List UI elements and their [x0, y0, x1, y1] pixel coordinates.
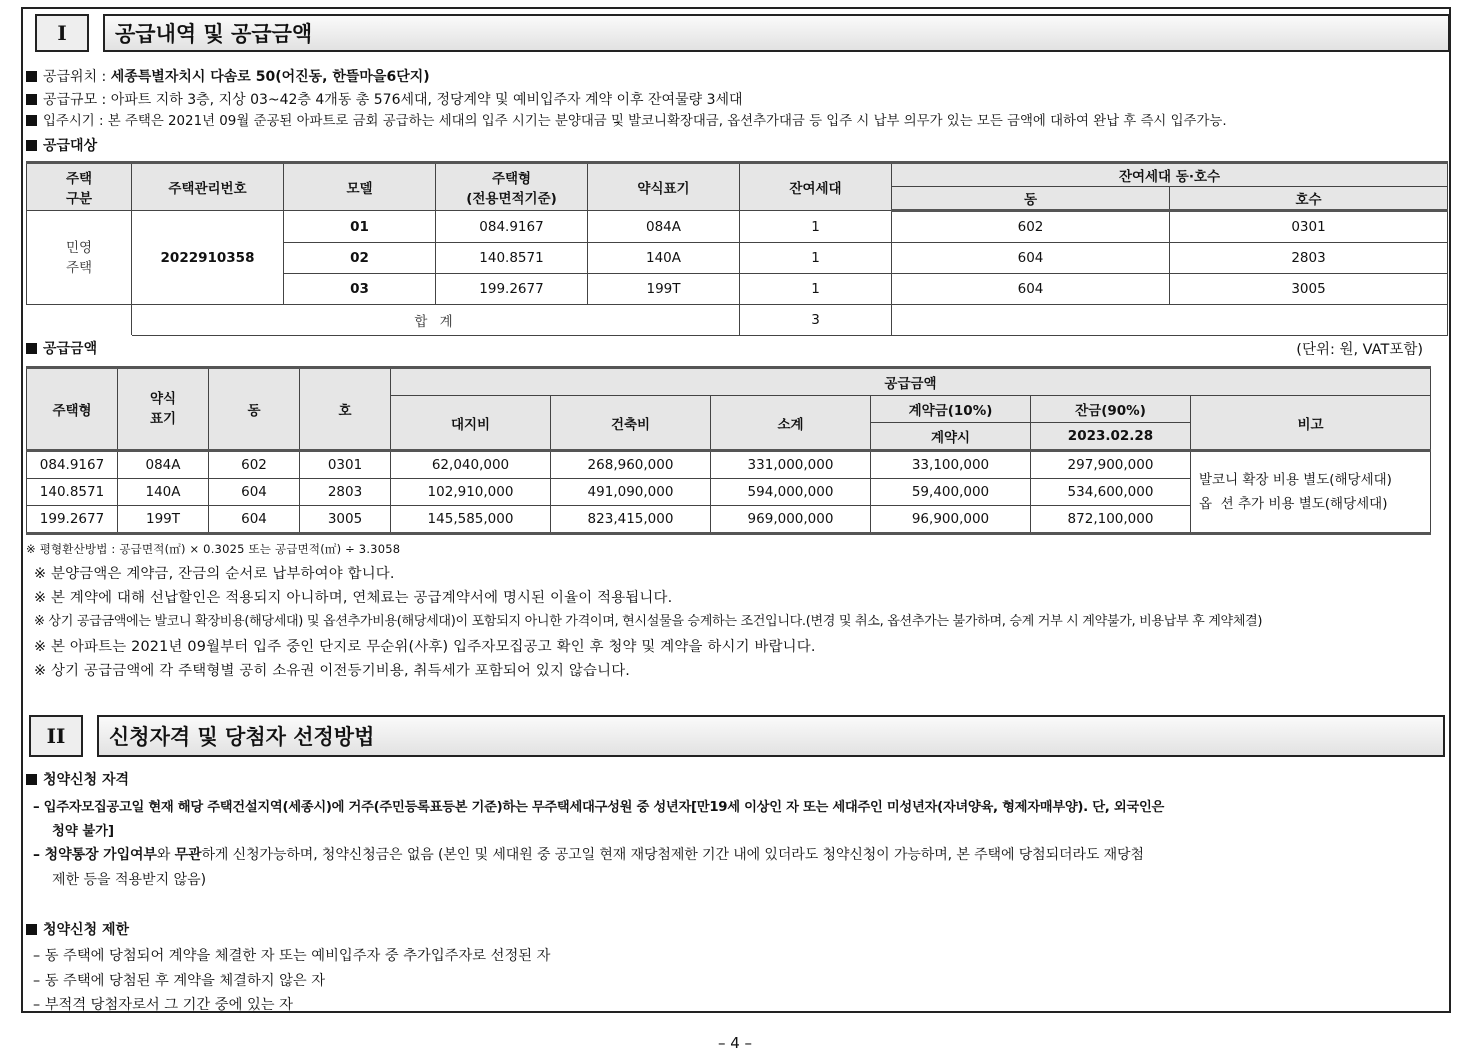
subtotal-cell: 331,000,000 — [711, 451, 871, 479]
type-cell: 민영 주택 — [27, 211, 132, 305]
plain-text: 와 — [156, 847, 175, 863]
note-5: ※ 상기 공급금액에 각 주택형별 공히 소유권 이전등기비용, 취득세가 포함되어 있지 않습니다. — [34, 663, 631, 679]
build-cell: 491,090,000 — [551, 479, 711, 506]
target-label: 공급대상 — [43, 138, 98, 154]
section-1-title: 공급내역 및 공급금액 — [103, 14, 1450, 52]
restriction-line-1: – 동 주택에 당첨되어 계약을 체결한 자 또는 예비입주자 중 추가입주자로 선정된 자 — [33, 948, 551, 964]
price-unit: (단위: 원, VAT포함) — [1296, 342, 1423, 358]
bullet-square-icon — [26, 94, 37, 105]
ho-cell: 3005 — [1170, 274, 1448, 305]
page-number: – 4 – — [717, 1034, 753, 1052]
balance-cell: 872,100,000 — [1031, 506, 1191, 534]
bullet-square-icon — [26, 71, 37, 82]
col-header-dong: 동 — [209, 368, 300, 451]
qualification-line-1b: 청약 불가] — [52, 824, 115, 839]
ho-cell: 0301 — [1170, 211, 1448, 243]
col-header-remaining: 잔여세대 — [740, 163, 892, 211]
note-2: ※ 본 계약에 대해 선납할인은 적용되지 아니하며, 연체료는 공급계약서에 명시된 이율이 적용됩니다. — [34, 590, 673, 606]
movein-text: 입주시기 : 본 주택은 2021년 09월 준공된 아파트로 금회 공급하는 세대의 입주 시기는 분양대금 및 발코니확장대금, 옵션추가대금 등 입주 시 납부 의무가 있는 모든 금액에 대하여 완납 후 즉시 입주가능. — [43, 114, 1227, 129]
location-label: 공급위치 : — [43, 69, 111, 85]
section-2-title: 신청자격 및 당첨자 선정방법 — [97, 715, 1445, 757]
abbr-cell: 199T — [588, 274, 740, 305]
htype-cell: 084.9167 — [27, 451, 118, 479]
move-in-period — [26, 110, 1227, 129]
restriction-line-3: – 부적격 당첨자로서 그 기간 중에 있는 자 — [33, 997, 293, 1013]
remark-balcony: 발코니 확장 비용 별도(해당세대) — [1199, 472, 1392, 488]
ho-cell: 3005 — [300, 506, 391, 534]
col-header-unit-group: 잔여세대 동·호수 — [892, 163, 1448, 187]
section-1-number: I — [35, 14, 89, 52]
abbr-cell: 140A — [118, 479, 209, 506]
ho-cell: 2803 — [300, 479, 391, 506]
col-header-mgmt-no: 주택관리번호 — [132, 163, 284, 211]
scale-text: 공급규모 : 아파트 지하 3층, 지상 03~42층 4개동 총 576세대, 정당계약 및 예비입주자 계약 이후 잔여물량 3세대 — [43, 92, 743, 108]
note-1: ※ 분양금액은 계약금, 잔금의 순서로 납부하여야 합니다. — [34, 566, 395, 582]
qualification-heading — [26, 769, 129, 789]
supply-target-heading — [26, 135, 97, 155]
col-header-subtotal: 소계 — [711, 396, 871, 451]
bold-text: – 청약통장 가입여부 — [33, 847, 157, 863]
col-header-ho: 호수 — [1170, 187, 1448, 211]
total-row — [27, 305, 1448, 336]
price-title: 공급금액 — [43, 341, 98, 357]
col-header-deposit-when: 계약시 — [871, 423, 1031, 451]
supply-location — [26, 66, 430, 86]
col-header-land: 대지비 — [391, 396, 551, 451]
col-header-ho: 호 — [300, 368, 391, 451]
remain-cell: 1 — [740, 243, 892, 274]
land-cell: 62,040,000 — [391, 451, 551, 479]
plain-text: 하게 신청가능하며, 청약신청금은 없음 (본인 및 세대원 중 공고일 현재 재당첨제한 기간 내에 있더라도 청약신청이 가능하며, 본 주택에 당첨되더라도 재당첨 — [201, 847, 1144, 863]
dong-cell: 604 — [209, 506, 300, 534]
deposit-cell: 33,100,000 — [871, 451, 1031, 479]
col-header-abbr: 약식 표기 — [118, 368, 209, 451]
remain-cell: 1 — [740, 274, 892, 305]
total-label: 합 계 — [132, 305, 740, 336]
model-cell: 01 — [284, 211, 436, 243]
price-heading — [26, 338, 103, 358]
col-header-build: 건축비 — [551, 396, 711, 451]
dong-cell: 602 — [209, 451, 300, 479]
table-row — [27, 211, 1448, 243]
note-4: ※ 본 아파트는 2021년 09월부터 입주 중인 단지로 무순위(사후) 입주자모집공고 확인 후 청약 및 계약을 하시기 바랍니다. — [34, 639, 816, 655]
bullet-square-icon — [26, 140, 37, 151]
supply-target-table — [26, 161, 1448, 336]
supply-price-table — [26, 366, 1431, 535]
htype-cell: 199.2677 — [27, 506, 118, 534]
dong-cell: 604 — [209, 479, 300, 506]
empty-cell — [892, 305, 1448, 336]
qualification-line-2 — [33, 844, 1144, 864]
deposit-cell: 59,400,000 — [871, 479, 1031, 506]
land-cell: 145,585,000 — [391, 506, 551, 534]
ho-cell: 2803 — [1170, 243, 1448, 274]
qualification-line-1: – 입주자모집공고일 현재 해당 주택건설지역(세종시)에 거주(주민등록표등본 기준)하는 무주택세대구성원 중 성년자[만19세 이상인 자 또는 세대주인 미성년자(자녀양육, 형제자매부양). 단, 외국인은 — [33, 800, 1165, 815]
land-cell: 102,910,000 — [391, 479, 551, 506]
bold-text: 무관 — [174, 847, 202, 863]
htype-cell: 199.2677 — [436, 274, 588, 305]
col-header-dong: 동 — [892, 187, 1170, 211]
restriction-line-2: – 동 주택에 당첨된 후 계약을 체결하지 않은 자 — [33, 973, 326, 989]
build-cell: 268,960,000 — [551, 451, 711, 479]
remark-cell — [1191, 451, 1431, 534]
bullet-square-icon — [26, 343, 37, 354]
bullet-square-icon — [26, 115, 37, 126]
qualification-line-2b: 제한 등을 적용받지 않음) — [52, 872, 207, 888]
empty-cell — [27, 305, 132, 336]
deposit-cell: 96,900,000 — [871, 506, 1031, 534]
htype-cell: 084.9167 — [436, 211, 588, 243]
dong-cell: 604 — [892, 274, 1170, 305]
model-cell: 02 — [284, 243, 436, 274]
balance-cell: 534,600,000 — [1031, 479, 1191, 506]
subtotal-cell: 594,000,000 — [711, 479, 871, 506]
total-value: 3 — [740, 305, 892, 336]
col-header-model: 모델 — [284, 163, 436, 211]
htype-cell: 140.8571 — [436, 243, 588, 274]
col-header-deposit: 계약금(10%) — [871, 396, 1031, 423]
abbr-cell: 084A — [118, 451, 209, 479]
col-header-price-group: 공급금액 — [391, 368, 1431, 396]
model-cell: 03 — [284, 274, 436, 305]
section-2-header — [29, 715, 1445, 755]
col-header-htype: 주택형 — [27, 368, 118, 451]
supply-scale — [26, 89, 743, 109]
col-header-type: 주택 구분 — [27, 163, 132, 211]
note-3: ※ 상기 공급금액에는 발코니 확장비용(해당세대) 및 옵션추가비용(해당세대)이 포함되지 아니한 가격이며, 현시설물을 승계하는 조건입니다.(변경 및 취소, 옵션추가는 불가하며, 승계 거부 시 계약불가, 비용납부 후 계약체결) — [34, 614, 1263, 629]
col-header-balance-date: 2023.02.28 — [1031, 423, 1191, 451]
mgmt-no-cell: 2022910358 — [132, 211, 284, 305]
dong-cell: 602 — [892, 211, 1170, 243]
build-cell: 823,415,000 — [551, 506, 711, 534]
abbr-cell: 140A — [588, 243, 740, 274]
qualification-title: 청약신청 자격 — [43, 772, 130, 788]
col-header-abbr: 약식표기 — [588, 163, 740, 211]
balance-cell: 297,900,000 — [1031, 451, 1191, 479]
restriction-heading — [26, 919, 129, 939]
abbr-cell: 199T — [118, 506, 209, 534]
section-1-header — [35, 14, 1450, 54]
col-header-remark: 비고 — [1191, 396, 1431, 451]
dong-cell: 604 — [892, 243, 1170, 274]
section-2-number: II — [29, 715, 83, 757]
remark-option: 옵 션 추가 비용 별도(해당세대) — [1199, 496, 1388, 512]
area-conversion-note: ※ 평형환산방법 : 공급면적(㎡) × 0.3025 또는 공급면적(㎡) ÷ 3.3058 — [26, 542, 401, 556]
location-value: 세종특별자치시 다솜로 50(어진동, 한뜰마을6단지) — [110, 69, 430, 85]
htype-cell: 140.8571 — [27, 479, 118, 506]
subtotal-cell: 969,000,000 — [711, 506, 871, 534]
remain-cell: 1 — [740, 211, 892, 243]
col-header-housing-type: 주택형 (전용면적기준) — [436, 163, 588, 211]
table-row — [27, 451, 1431, 479]
col-header-balance: 잔금(90%) — [1031, 396, 1191, 423]
restriction-title: 청약신청 제한 — [43, 922, 130, 938]
ho-cell: 0301 — [300, 451, 391, 479]
bullet-square-icon — [26, 774, 37, 785]
bullet-square-icon — [26, 924, 37, 935]
abbr-cell: 084A — [588, 211, 740, 243]
